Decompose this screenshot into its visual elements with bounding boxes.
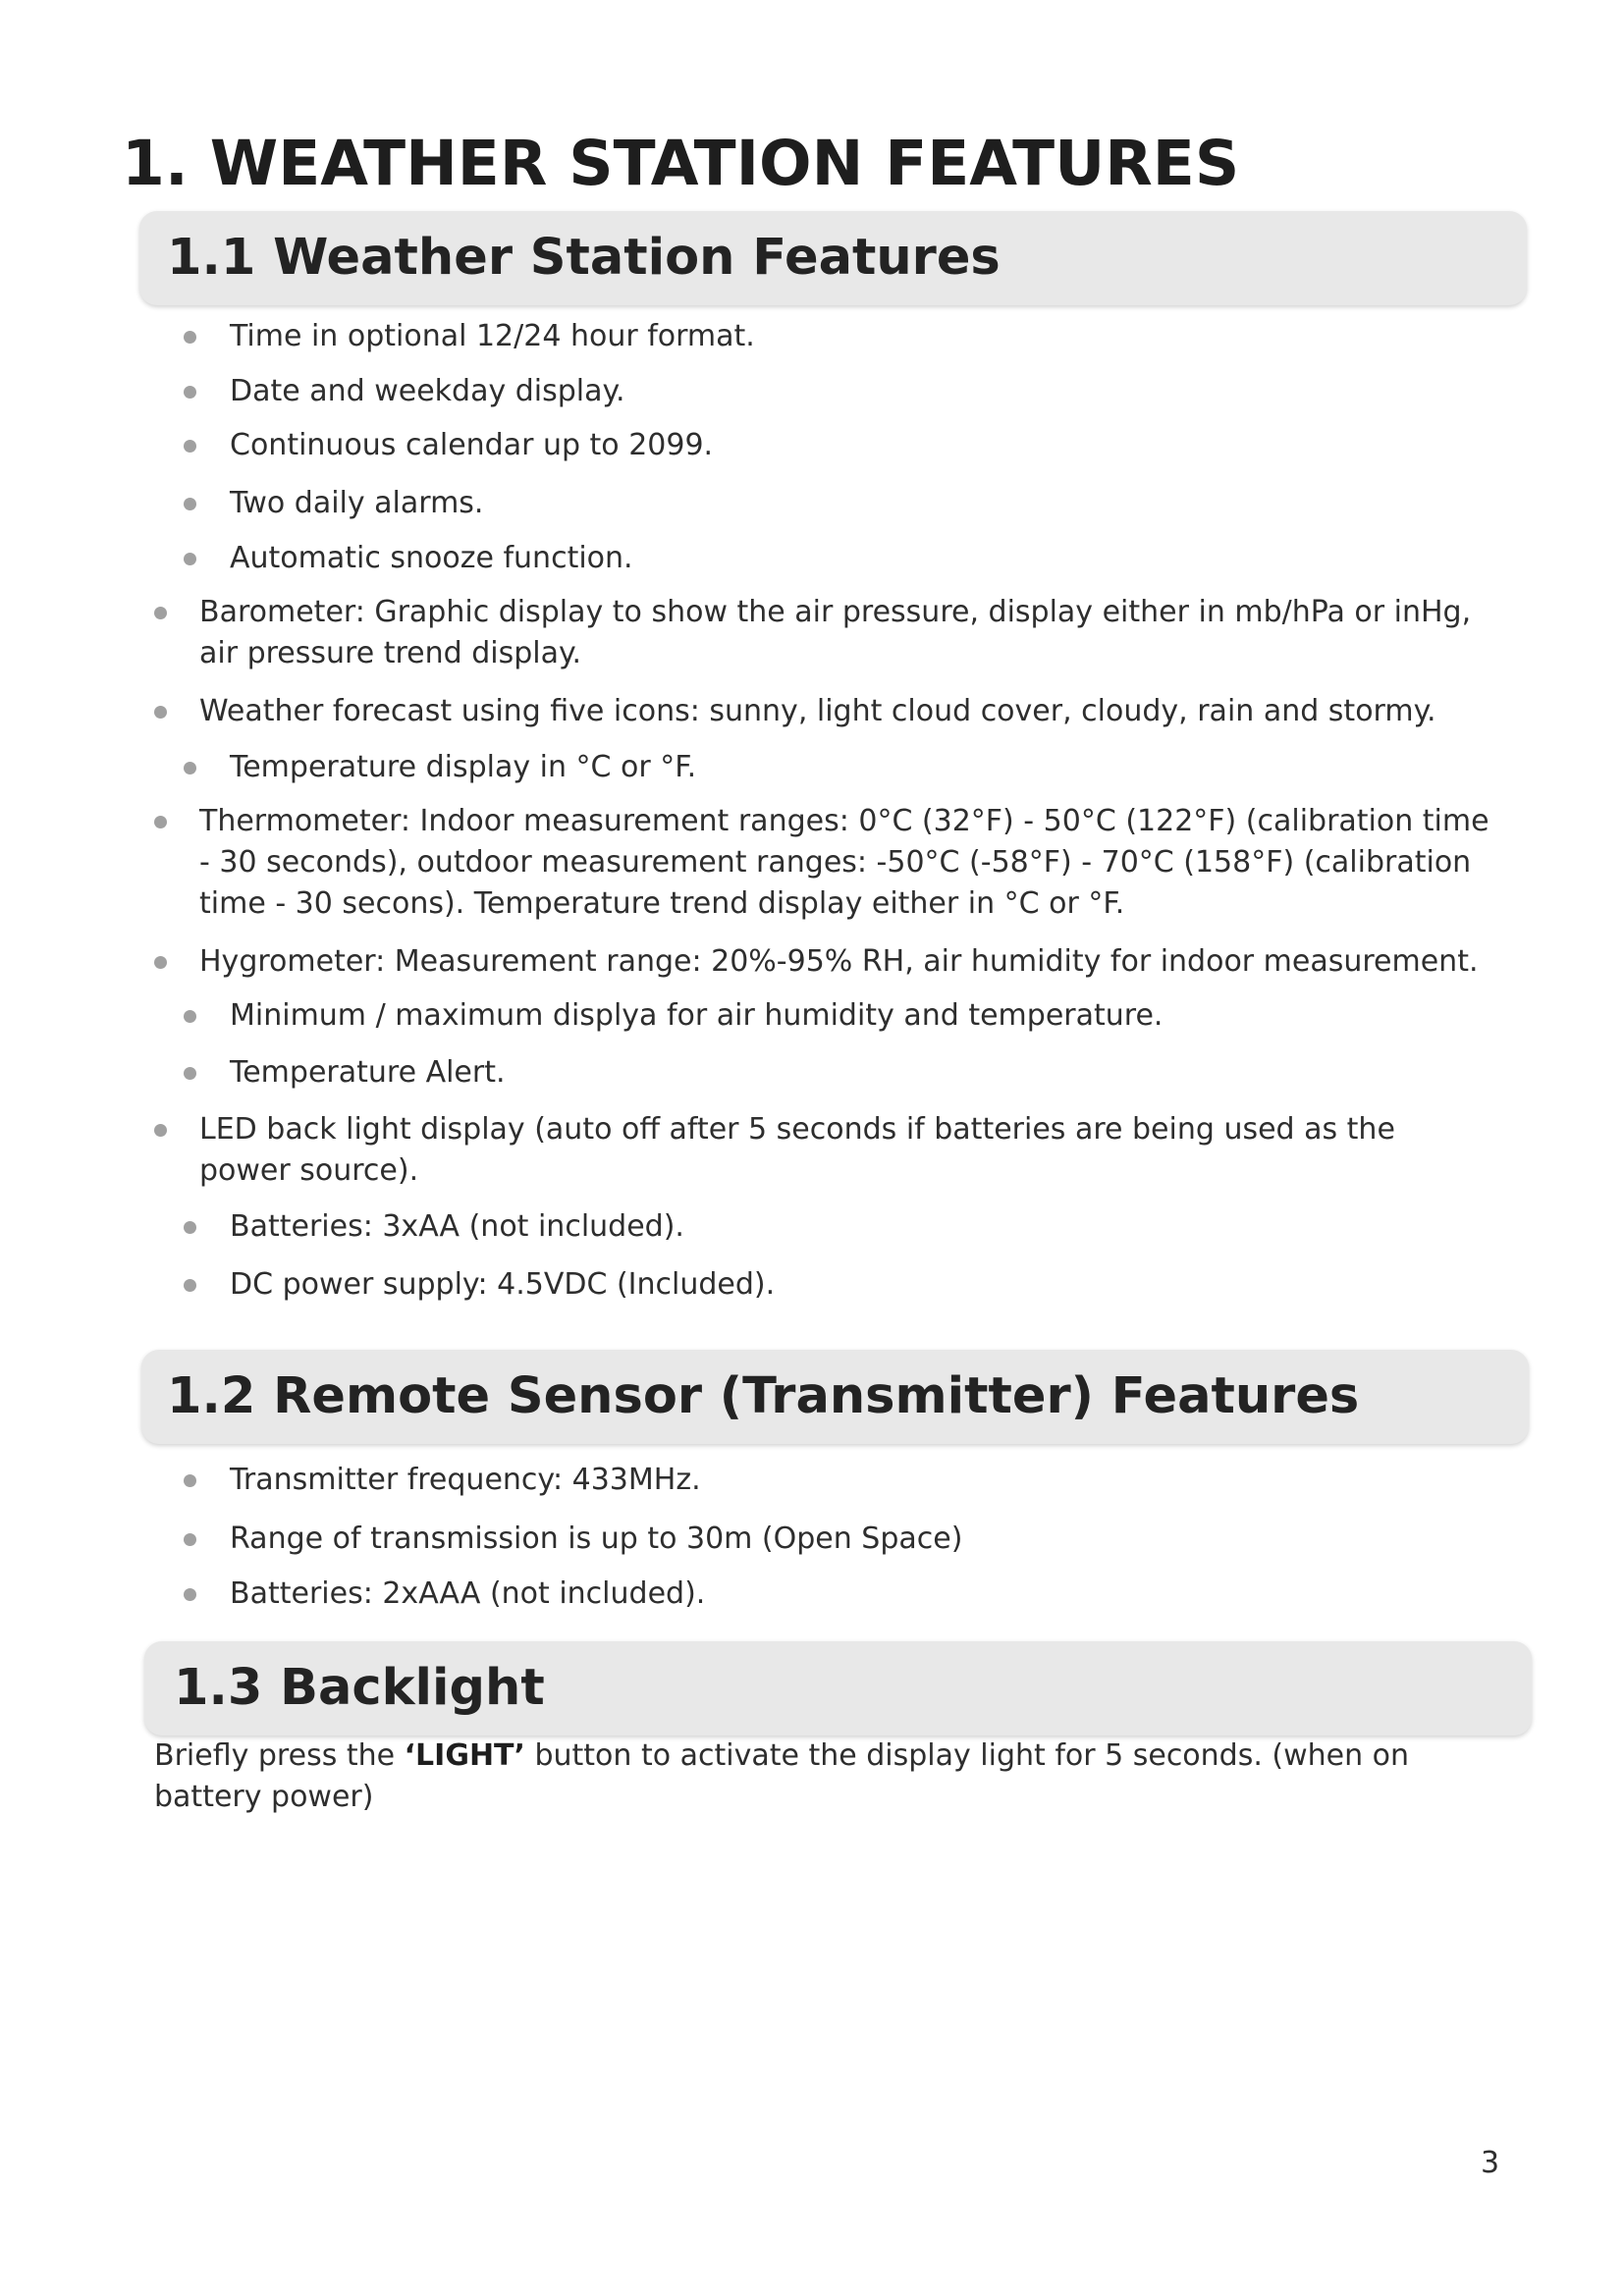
section-header-1-1 bbox=[139, 211, 1527, 305]
list-item: DC power supply: 4.5VDC (Included). bbox=[230, 1264, 1506, 1306]
list-item: Time in optional 12/24 hour format. bbox=[230, 316, 1506, 357]
list-item: Date and weekday display. bbox=[230, 371, 1506, 412]
bullet-icon bbox=[184, 440, 196, 453]
list-item: Barometer: Graphic display to show the air pressure, display either in mb/hPa or inHg, air pressure trend display. bbox=[199, 592, 1490, 674]
page-number: 3 bbox=[1481, 2146, 1500, 2180]
list-item: Temperature display in °C or °F. bbox=[230, 747, 1506, 788]
section-header-1-3 bbox=[144, 1641, 1532, 1735]
list-item: Continuous calendar up to 2099. bbox=[230, 425, 1506, 466]
section-header-1-2 bbox=[141, 1350, 1529, 1444]
list-item: LED back light display (auto off after 5 seconds if batteries are being used as the power source). bbox=[199, 1109, 1490, 1192]
light-button-label: ‘LIGHT’ bbox=[404, 1738, 525, 1773]
bullet-icon bbox=[154, 706, 167, 719]
bullet-icon bbox=[154, 956, 167, 969]
bullet-icon bbox=[184, 1067, 196, 1080]
bullet-icon bbox=[184, 331, 196, 344]
bullet-icon bbox=[184, 1474, 196, 1487]
bullet-icon bbox=[184, 1279, 196, 1292]
bullet-icon bbox=[154, 607, 167, 619]
page-title: 1. WEATHER STATION FEATURES bbox=[122, 128, 1240, 199]
bullet-icon bbox=[184, 498, 196, 510]
section-heading: 1.1 Weather Station Features bbox=[167, 229, 1001, 287]
list-item: Batteries: 2xAAA (not included). bbox=[230, 1574, 1506, 1615]
list-item: Temperature Alert. bbox=[230, 1052, 1506, 1094]
list-item: Minimum / maximum displya for air humidity and temperature. bbox=[230, 995, 1506, 1037]
list-item: Two daily alarms. bbox=[230, 483, 1506, 524]
list-item: Range of transmission is up to 30m (Open Space) bbox=[230, 1519, 1506, 1560]
bullet-icon bbox=[184, 386, 196, 399]
bullet-icon bbox=[184, 1221, 196, 1234]
list-item: Weather forecast using five icons: sunny, light cloud cover, cloudy, rain and stormy. bbox=[199, 691, 1490, 732]
bullet-icon bbox=[184, 762, 196, 774]
bullet-icon bbox=[184, 1588, 196, 1601]
bullet-icon bbox=[184, 1533, 196, 1546]
list-item: Batteries: 3xAA (not included). bbox=[230, 1206, 1506, 1248]
bullet-icon bbox=[154, 1124, 167, 1137]
list-item: Hygrometer: Measurement range: 20%-95% RH, air humidity for indoor measurement. bbox=[199, 941, 1490, 983]
bullet-icon bbox=[184, 1010, 196, 1023]
backlight-paragraph: Briefly press the ‘LIGHT’ button to activate the display light for 5 seconds. (when on battery power) bbox=[154, 1738, 1410, 1814]
section-heading: 1.2 Remote Sensor (Transmitter) Features bbox=[167, 1367, 1360, 1425]
bullet-icon bbox=[184, 553, 196, 565]
bullet-icon bbox=[154, 816, 167, 828]
section-heading: 1.3 Backlight bbox=[174, 1659, 545, 1717]
list-item: Automatic snooze function. bbox=[230, 538, 1506, 579]
list-item: Transmitter frequency: 433MHz. bbox=[230, 1460, 1506, 1501]
list-item: Thermometer: Indoor measurement ranges: 0°C (32°F) - 50°C (122°F) (calibration time - 30 seconds), outdoor measurement ranges: -50°C (-58°F) - 70°C (158°F) (calibration time - 30 secons). Temperature trend display either in °C or °F. bbox=[199, 801, 1490, 925]
